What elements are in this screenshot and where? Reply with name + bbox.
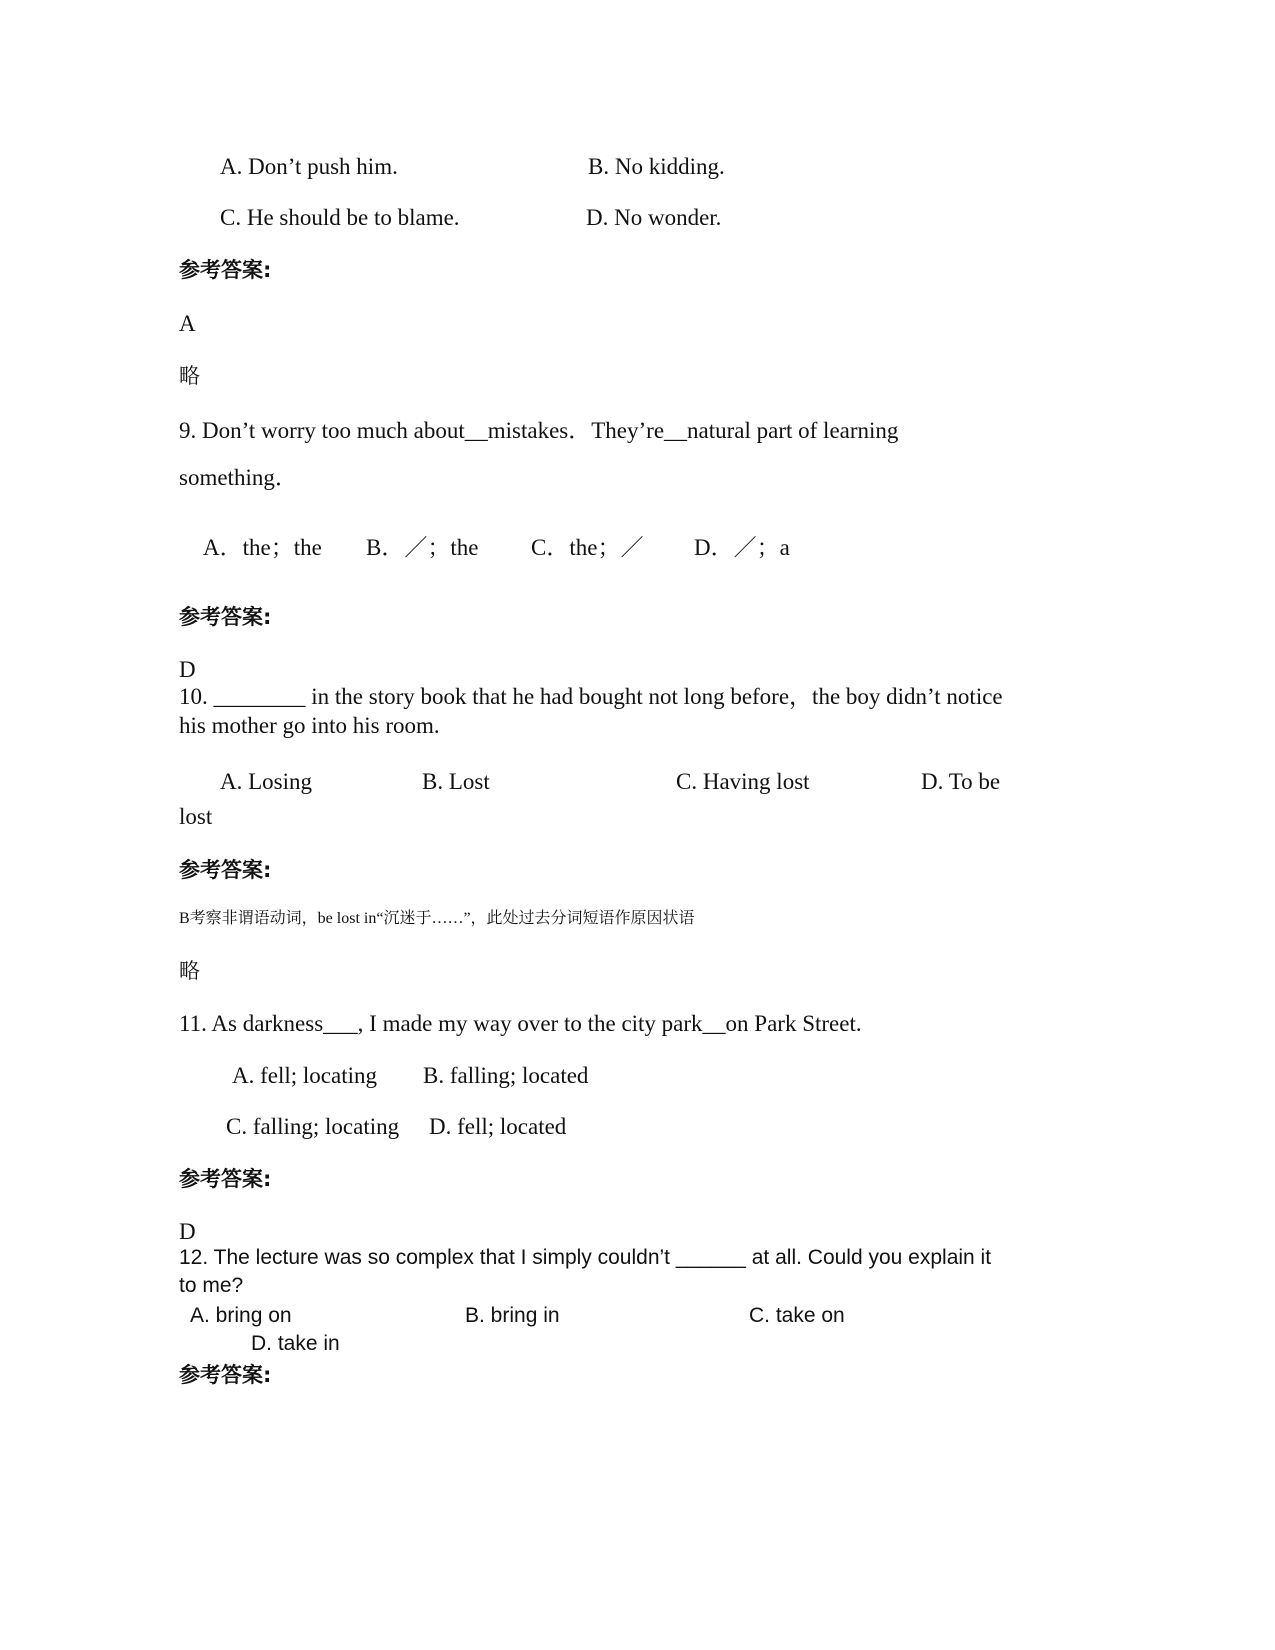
q8-explanation: 略: [179, 364, 200, 388]
q12-option-a: A. bring on: [190, 1304, 292, 1327]
q9-option-b: B．／；the: [366, 535, 479, 560]
q10-option-d: D. To be: [921, 769, 1001, 794]
q11-answer-heading: 参考答案:: [179, 1167, 272, 1191]
q12-answer-heading: 参考答案:: [179, 1363, 272, 1387]
q11-stem: 11. As darkness___, I made my way over to the city park__on Park Street.: [179, 1011, 862, 1036]
q9-option-d: D．／；a: [694, 535, 790, 560]
q12-stem-line2: to me?: [179, 1274, 244, 1297]
q8-answer-heading: 参考答案:: [179, 258, 272, 282]
q8-answer: A: [179, 311, 196, 336]
q8-option-c: C. He should be to blame.: [220, 205, 460, 230]
q10-answer-heading: 参考答案:: [179, 858, 272, 882]
q10-stem-line2: his mother go into his room.: [179, 713, 440, 738]
q11-answer: D: [179, 1219, 196, 1244]
q10-option-c: C. Having lost: [676, 769, 810, 794]
q8-option-b: B. No kidding.: [588, 154, 725, 179]
q11-option-a: A. fell; locating: [232, 1063, 377, 1088]
q9-option-c: C．the；／: [531, 535, 644, 560]
q11-option-b: B. falling; located: [423, 1063, 589, 1088]
q11-option-c: C. falling; locating: [226, 1114, 400, 1139]
q9-option-a: A．the；the: [203, 535, 322, 560]
q10-option-d-continued: lost: [179, 804, 213, 829]
q10-answer-explanation: B考察非谓语动词，be lost in“沉迷于……”，此处过去分词短语作原因状语: [179, 910, 695, 927]
q9-stem-line2: something．: [179, 465, 298, 490]
q12-option-d: D. take in: [251, 1332, 340, 1355]
q9-stem-line1: 9. Don’t worry too much about__mistakes．They’re__natural part of learning: [179, 418, 899, 443]
q10-option-b: B. Lost: [422, 769, 490, 794]
q11-option-d: D. fell; located: [429, 1114, 567, 1139]
q12-option-b: B. bring in: [465, 1304, 560, 1327]
q12-option-c: C. take on: [749, 1304, 845, 1327]
q12-stem-line1: 12. The lecture was so complex that I simply couldn’t ______ at all. Could you explain it: [179, 1246, 992, 1269]
q8-option-d: D. No wonder.: [586, 205, 722, 230]
q9-answer: D: [179, 657, 196, 682]
q10-stem-line1: 10. ________ in the story book that he had bought not long before，the boy didn’t notice: [179, 684, 1003, 709]
q9-answer-heading: 参考答案:: [179, 605, 272, 629]
q10-option-a: A. Losing: [220, 769, 312, 794]
q8-option-a: A. Don’t push him.: [220, 154, 398, 179]
q10-explanation: 略: [179, 959, 200, 983]
